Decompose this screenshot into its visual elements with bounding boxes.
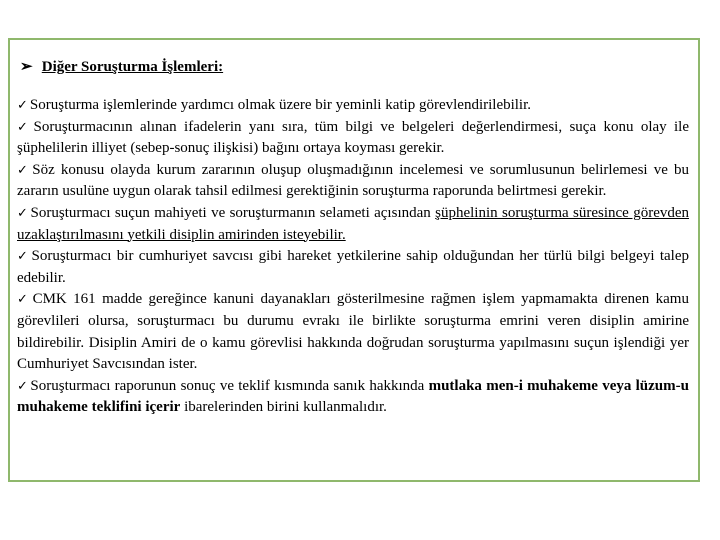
bullet-list	[17, 95, 689, 419]
check-icon: ✓	[17, 378, 29, 394]
check-icon: ✓	[17, 205, 29, 221]
list-item	[17, 203, 689, 246]
item-text: CMK 161 madde gereğince kanuni dayanakları gösterilmesine rağmen işlem yapmamakta direnen kamu görevlileri olursa, soruşturmacı bu durumu evrakı ile birlikte soruşturma emrini veren disiplin amirine bildirebilir. Disiplin Amiri de o kamu görevlisi hakkında doğrudan soruşturma yapılmasını suçun işlendiği yer Cumhuriyet Savcısından ister.	[17, 291, 689, 373]
section-heading	[20, 57, 223, 76]
heading-text: Diğer Soruşturma İşlemleri:	[41, 59, 224, 75]
check-icon: ✓	[17, 119, 32, 135]
item-text: Soruşturmacı suçun mahiyeti ve soruşturmanın selameti açısından	[30, 204, 436, 221]
item-text: Soruşturmacı bir cumhuriyet savcısı gibi hareket yetkilerine sahip olduğundan her türlü bilgi belgeyi talep edebilir.	[17, 248, 689, 286]
list-item	[17, 95, 689, 117]
check-icon: ✓	[17, 98, 28, 113]
item-text: Soruşturmacının alınan ifadelerin yanı sıra, tüm bilgi ve belgeleri değerlendirmesi, suça konu olay ile şüphelilerin illiyet (sebep-sonuç ilişkisi) bağını ortaya koyması gerekir.	[17, 118, 689, 157]
item-text-after: ibarelerinden birini kullanmalıdır.	[180, 399, 387, 416]
item-text: Söz konusu olayda kurum zararının oluşup oluşmadığının incelemesi ve sorumlusunun belirlemesi ve bu zararın usulüne uygun olarak tahsil edilmesi gerektiğinin soruşturma raporunda belirtmesi gerekir.	[17, 161, 689, 200]
check-icon: ✓	[17, 249, 30, 265]
list-item	[17, 376, 689, 419]
item-bold-text: mutlaka men-i muhakeme veya lüzum-u muhakeme teklifini içerir	[17, 377, 689, 416]
item-text: Soruşturma işlemlerinde yardımcı olmak üzere bir yeminli katip görevlendirilebilir.	[29, 97, 532, 113]
item-text: Soruşturmacı raporunun sonuç ve teklif kısmında sanık hakkında	[30, 377, 429, 394]
arrow-bullet-icon: ➢	[20, 59, 33, 75]
item-underlined-text: şüphelinin soruşturma süresince görevden uzaklaştırılmasını yetkili disiplin amirinden isteyebilir.	[17, 204, 690, 243]
list-item	[17, 246, 689, 289]
check-icon: ✓	[17, 292, 31, 308]
list-item	[17, 160, 689, 203]
list-item	[17, 289, 689, 375]
check-icon: ✓	[17, 162, 31, 178]
list-item	[17, 117, 689, 160]
